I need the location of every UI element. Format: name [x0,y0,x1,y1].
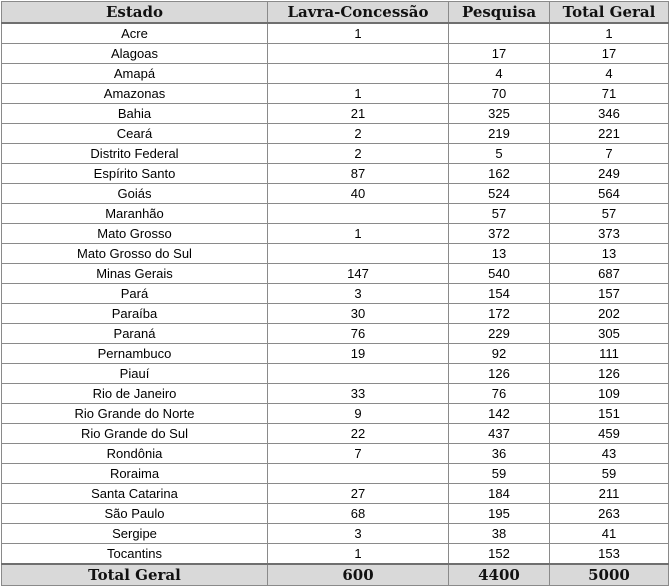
cell-pesquisa: 172 [449,304,550,324]
cell-lavra-concessao [268,244,449,264]
cell-estado: Paraíba [2,304,268,324]
table-row [2,484,669,504]
cell-lavra-concessao: 1 [268,224,449,244]
cell-lavra-concessao: 68 [268,504,449,524]
cell-estado: Rondônia [2,444,268,464]
cell-estado: Amazonas [2,84,268,104]
cell-pesquisa: 219 [449,124,550,144]
cell-estado: Rio Grande do Sul [2,424,268,444]
table-row [2,264,669,284]
cell-lavra-concessao [268,364,449,384]
cell-total-geral: 211 [550,484,669,504]
cell-pesquisa: 13 [449,244,550,264]
cell-pesquisa: 325 [449,104,550,124]
cell-estado: Alagoas [2,44,268,64]
table-row [2,284,669,304]
table-row [2,64,669,84]
totals-label: Total Geral [2,564,268,586]
cell-estado: Paraná [2,324,268,344]
cell-lavra-concessao: 3 [268,284,449,304]
cell-total-geral: 305 [550,324,669,344]
totals-pesquisa: 4400 [449,564,550,586]
cell-lavra-concessao: 7 [268,444,449,464]
cell-lavra-concessao [268,44,449,64]
cell-total-geral: 151 [550,404,669,424]
cell-lavra-concessao: 33 [268,384,449,404]
cell-total-geral: 157 [550,284,669,304]
totals-row [2,564,669,586]
cell-total-geral: 202 [550,304,669,324]
cell-pesquisa: 152 [449,544,550,565]
cell-estado: Pará [2,284,268,304]
cell-pesquisa: 38 [449,524,550,544]
cell-pesquisa: 57 [449,204,550,224]
cell-pesquisa: 437 [449,424,550,444]
cell-total-geral: 13 [550,244,669,264]
cell-estado: Goiás [2,184,268,204]
cell-pesquisa: 195 [449,504,550,524]
cell-estado: Rio Grande do Norte [2,404,268,424]
table-row [2,544,669,565]
cell-total-geral: 43 [550,444,669,464]
cell-pesquisa: 4 [449,64,550,84]
table-row [2,84,669,104]
header-lavra-concessao: Lavra-Concessão [268,2,449,24]
cell-total-geral: 687 [550,264,669,284]
table-row [2,364,669,384]
cell-lavra-concessao [268,464,449,484]
cell-estado: Ceará [2,124,268,144]
header-estado: Estado [2,2,268,24]
cell-total-geral: 17 [550,44,669,64]
cell-lavra-concessao: 1 [268,84,449,104]
cell-pesquisa: 76 [449,384,550,404]
cell-estado: Minas Gerais [2,264,268,284]
cell-estado: Mato Grosso do Sul [2,244,268,264]
cell-pesquisa: 70 [449,84,550,104]
cell-estado: Pernambuco [2,344,268,364]
cell-total-geral: 373 [550,224,669,244]
cell-pesquisa: 154 [449,284,550,304]
table-row [2,224,669,244]
cell-estado: Acre [2,23,268,44]
cell-estado: Tocantins [2,544,268,565]
cell-total-geral: 221 [550,124,669,144]
cell-estado: Santa Catarina [2,484,268,504]
cell-total-geral: 59 [550,464,669,484]
table-row [2,344,669,364]
cell-lavra-concessao: 87 [268,164,449,184]
cell-pesquisa: 17 [449,44,550,64]
table-row [2,504,669,524]
cell-pesquisa: 162 [449,164,550,184]
cell-lavra-concessao: 40 [268,184,449,204]
cell-total-geral: 249 [550,164,669,184]
table-row [2,424,669,444]
cell-total-geral: 346 [550,104,669,124]
cell-estado: Amapá [2,64,268,84]
cell-lavra-concessao: 147 [268,264,449,284]
table-body [2,23,669,564]
table-row [2,124,669,144]
cell-total-geral: 7 [550,144,669,164]
cell-total-geral: 109 [550,384,669,404]
cell-estado: Maranhão [2,204,268,224]
cell-total-geral: 57 [550,204,669,224]
data-table [1,1,669,586]
cell-estado: Roraima [2,464,268,484]
cell-pesquisa: 36 [449,444,550,464]
cell-estado: Bahia [2,104,268,124]
cell-estado: São Paulo [2,504,268,524]
cell-total-geral: 564 [550,184,669,204]
cell-lavra-concessao: 21 [268,104,449,124]
cell-total-geral: 1 [550,23,669,44]
cell-total-geral: 4 [550,64,669,84]
cell-pesquisa: 5 [449,144,550,164]
cell-pesquisa: 92 [449,344,550,364]
cell-pesquisa: 126 [449,364,550,384]
table-row [2,444,669,464]
cell-lavra-concessao [268,64,449,84]
table-row [2,324,669,344]
cell-lavra-concessao: 9 [268,404,449,424]
cell-pesquisa: 229 [449,324,550,344]
table-row [2,464,669,484]
header-row [2,2,669,24]
table-row [2,384,669,404]
cell-total-geral: 71 [550,84,669,104]
cell-lavra-concessao: 3 [268,524,449,544]
cell-lavra-concessao: 2 [268,124,449,144]
cell-lavra-concessao: 19 [268,344,449,364]
totals-lavra-concessao: 600 [268,564,449,586]
table-row [2,44,669,64]
header-pesquisa: Pesquisa [449,2,550,24]
table-row [2,524,669,544]
cell-pesquisa: 524 [449,184,550,204]
cell-estado: Piauí [2,364,268,384]
cell-estado: Espírito Santo [2,164,268,184]
cell-total-geral: 459 [550,424,669,444]
table-row [2,184,669,204]
cell-pesquisa: 372 [449,224,550,244]
table-row [2,404,669,424]
cell-total-geral: 263 [550,504,669,524]
header-total-geral: Total Geral [550,2,669,24]
cell-pesquisa: 540 [449,264,550,284]
table-row [2,23,669,44]
cell-lavra-concessao: 2 [268,144,449,164]
cell-total-geral: 126 [550,364,669,384]
cell-total-geral: 41 [550,524,669,544]
cell-lavra-concessao: 22 [268,424,449,444]
table-row [2,144,669,164]
table-row [2,304,669,324]
cell-pesquisa: 184 [449,484,550,504]
cell-total-geral: 111 [550,344,669,364]
cell-estado: Sergipe [2,524,268,544]
table-row [2,244,669,264]
totals-total-geral: 5000 [550,564,669,586]
cell-lavra-concessao: 27 [268,484,449,504]
table-row [2,164,669,184]
cell-pesquisa: 59 [449,464,550,484]
cell-lavra-concessao: 1 [268,544,449,565]
cell-lavra-concessao [268,204,449,224]
cell-lavra-concessao: 30 [268,304,449,324]
cell-lavra-concessao: 76 [268,324,449,344]
cell-estado: Distrito Federal [2,144,268,164]
table-row [2,104,669,124]
cell-estado: Rio de Janeiro [2,384,268,404]
cell-total-geral: 153 [550,544,669,565]
cell-lavra-concessao: 1 [268,23,449,44]
cell-pesquisa: 142 [449,404,550,424]
cell-estado: Mato Grosso [2,224,268,244]
table-row [2,204,669,224]
cell-pesquisa [449,23,550,44]
